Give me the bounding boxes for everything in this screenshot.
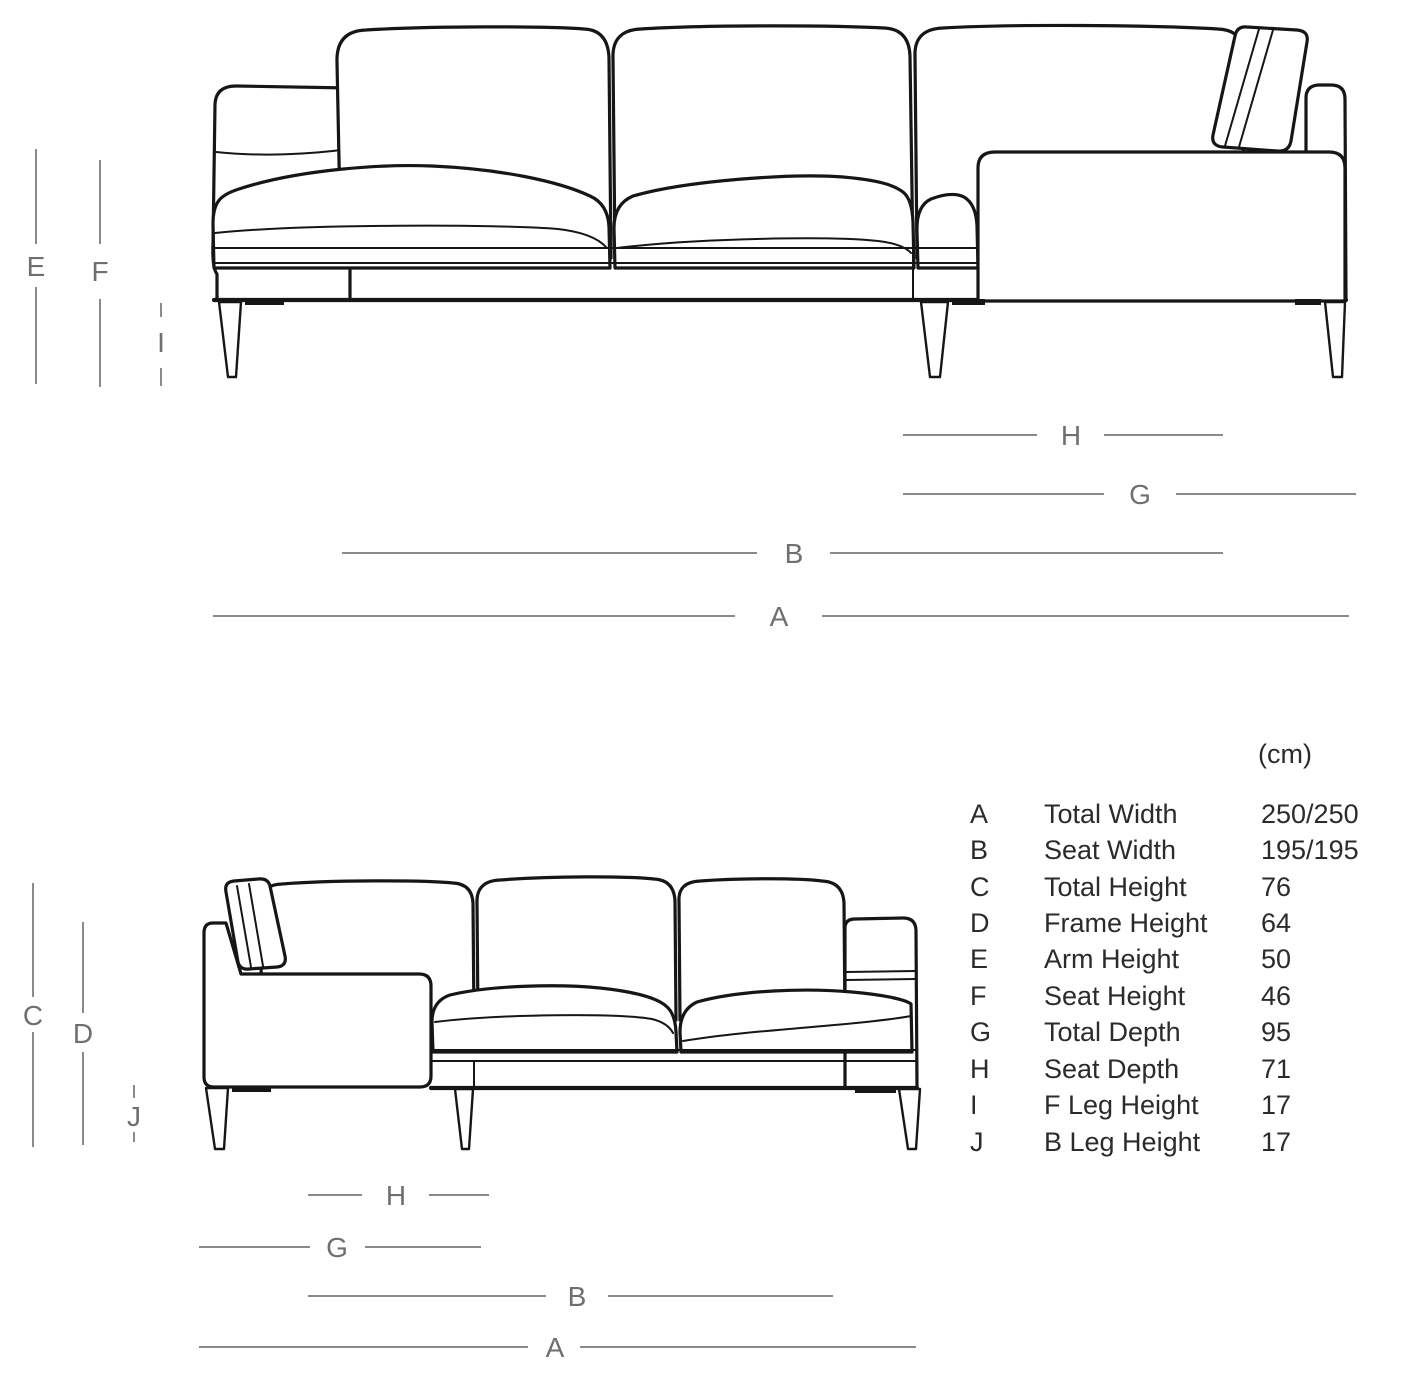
sofa-leg — [899, 1089, 920, 1149]
dimension-label: B Leg Height — [1044, 1126, 1201, 1157]
table-row — [970, 905, 1400, 941]
dimension-key: I — [970, 1090, 978, 1121]
dimension-label-H: H — [385, 1180, 407, 1211]
dimension-key: J — [970, 1126, 984, 1157]
table-row — [970, 1088, 1400, 1124]
table-row — [970, 832, 1400, 868]
dimension-label-C: C — [22, 1000, 44, 1031]
dimension-value: 17 — [1261, 1090, 1292, 1121]
sofa-leg — [1325, 302, 1345, 377]
sofa-leg — [206, 1088, 228, 1149]
seat-cushion — [213, 166, 610, 268]
dimension-value: 71 — [1261, 1053, 1292, 1084]
dimension-label-B: B — [567, 1281, 587, 1312]
dimension-label-I: I — [157, 327, 165, 358]
dimension-label: F Leg Height — [1044, 1090, 1199, 1121]
dimension-label: Seat Depth — [1044, 1053, 1180, 1084]
table-row — [970, 1051, 1400, 1087]
right-arm-seam — [846, 971, 916, 972]
dimension-value: 46 — [1261, 980, 1292, 1011]
corner-seat-cushion — [917, 194, 978, 268]
dimension-label-J: J — [127, 1101, 141, 1132]
dimension-value: 250/250 — [1261, 798, 1359, 829]
dimension-value: 95 — [1261, 1017, 1292, 1048]
table-row — [970, 978, 1400, 1014]
dimension-label: Seat Height — [1044, 980, 1186, 1011]
dimension-label-A: A — [769, 601, 789, 632]
dimension-label: Total Height — [1044, 871, 1187, 902]
dimension-key: D — [970, 908, 990, 939]
seat-cushion — [614, 176, 914, 268]
dimension-value: 64 — [1261, 908, 1292, 939]
right-arm-seam — [846, 979, 916, 980]
table-row — [970, 942, 1400, 978]
dimension-label-E: E — [26, 251, 46, 282]
dimension-value: 195/195 — [1261, 835, 1359, 866]
dimension-value: 17 — [1261, 1126, 1292, 1157]
corner-side-panel — [978, 152, 1345, 301]
dimension-label: Total Width — [1044, 798, 1178, 829]
dimensions-table — [970, 741, 1400, 1160]
sofa-leg — [455, 1089, 473, 1149]
table-row — [970, 869, 1400, 905]
dimension-label-F: F — [91, 256, 109, 287]
dimension-value: 76 — [1261, 871, 1292, 902]
dimension-value: 50 — [1261, 944, 1292, 975]
dimension-key: G — [970, 1017, 992, 1048]
table-row — [970, 1124, 1400, 1160]
dimension-key: F — [970, 980, 987, 1011]
dimension-key: A — [970, 798, 989, 829]
dimension-label-G: G — [326, 1232, 348, 1263]
dimension-label: Total Depth — [1044, 1017, 1181, 1048]
dimension-rows — [970, 796, 1400, 1160]
dimension-label-A: A — [545, 1332, 565, 1363]
dimension-label-B: B — [784, 538, 804, 569]
sofa-leg — [219, 302, 241, 377]
sofa-leg — [921, 302, 948, 377]
dimension-label-H: H — [1060, 420, 1082, 451]
table-row — [970, 1015, 1400, 1051]
dimension-key: C — [970, 871, 990, 902]
dimension-label-D: D — [72, 1018, 94, 1049]
dimension-label: Arm Height — [1044, 944, 1180, 975]
dimension-label-G: G — [1129, 479, 1151, 510]
dimension-label: Seat Width — [1044, 835, 1177, 866]
corner-sofa-side-view — [204, 877, 920, 1149]
dimension-key: E — [970, 944, 989, 975]
units-header: (cm) — [1258, 739, 1312, 769]
dimension-key: H — [970, 1053, 990, 1084]
dimension-key: B — [970, 835, 989, 866]
dimension-label: Frame Height — [1044, 908, 1208, 939]
table-row — [970, 796, 1400, 832]
corner-sofa-front-view — [213, 25, 1346, 377]
